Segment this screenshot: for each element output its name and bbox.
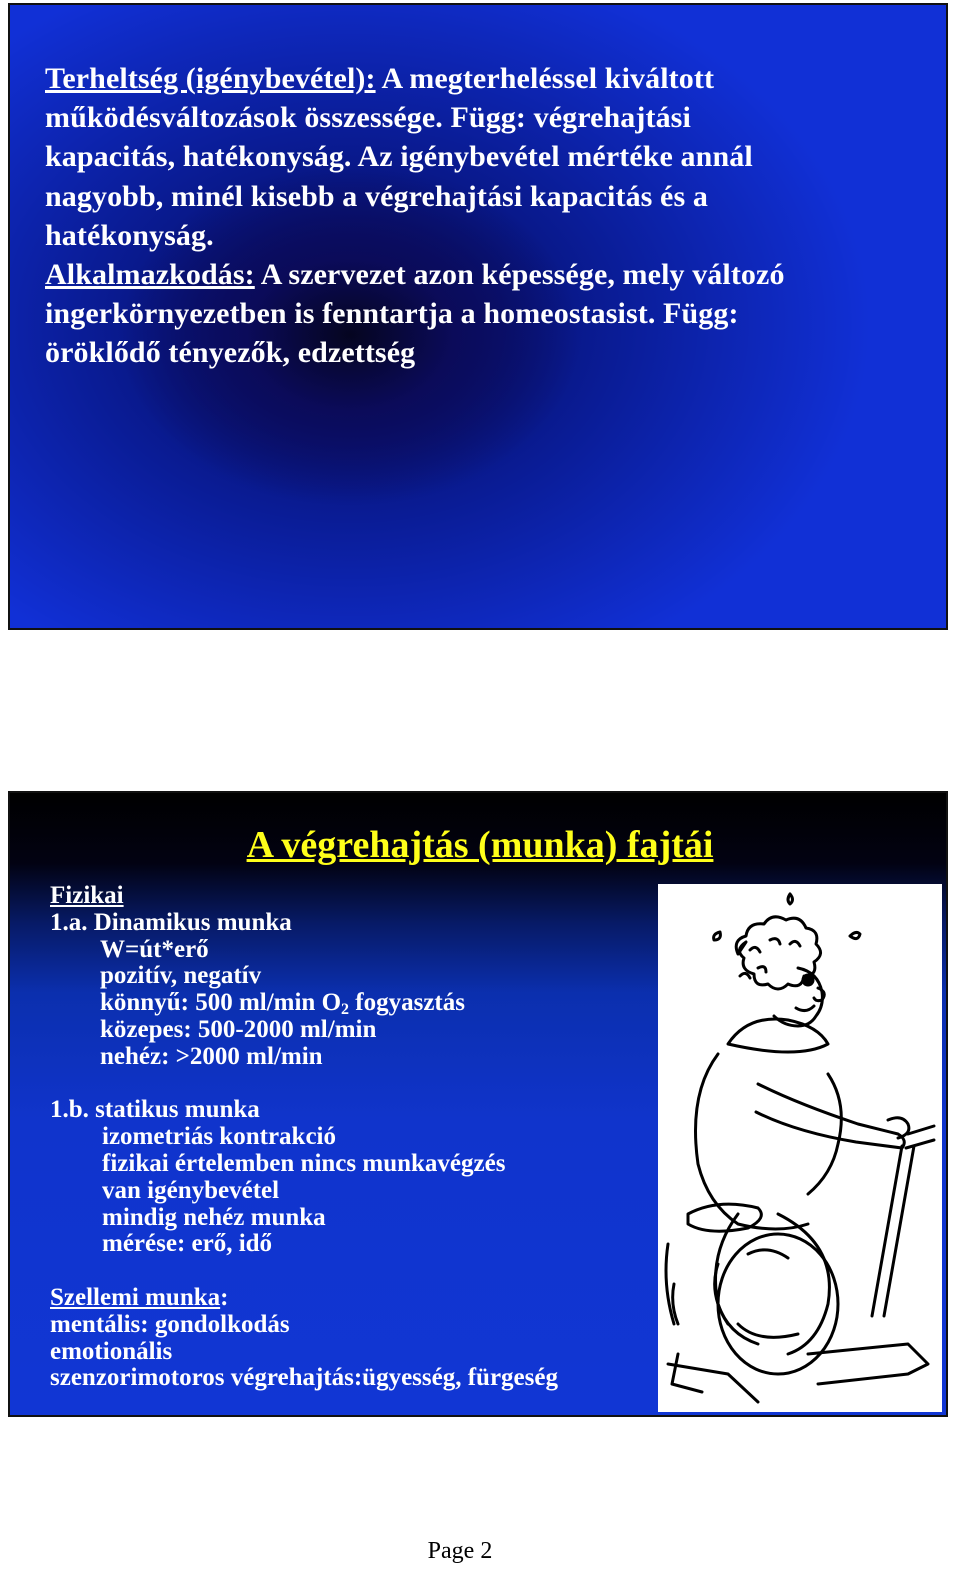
sweat-drop	[788, 894, 793, 904]
page-number: Page 2	[427, 1538, 493, 1564]
sweat-drop	[850, 932, 860, 938]
mouth	[796, 1006, 814, 1011]
static-item: van igénybevétel	[102, 1176, 280, 1204]
static-item: fizikai értelemben nincs munkavégzés	[102, 1149, 506, 1177]
work-types-list	[50, 883, 650, 1392]
sweat-drop	[714, 932, 721, 940]
mental-item: szenzorimotoros végrehajtás:ügyesség, fürgeség	[50, 1364, 558, 1392]
text-line: öröklődő tényezők, edzettség	[45, 336, 416, 370]
spacer	[50, 1258, 650, 1285]
mental-heading: Szellemi munka:	[50, 1283, 229, 1311]
slide-work-types	[8, 791, 948, 1417]
seat	[688, 1204, 761, 1231]
light-work: könnyű: 500 ml/min $O_2$ fogyasztás	[100, 989, 465, 1019]
torso	[696, 1054, 809, 1229]
motion-lines	[666, 1244, 678, 1324]
cyclist-drawing	[658, 884, 942, 1412]
static-item: mérése: erő, idő	[102, 1230, 273, 1258]
static-item: mindig nehéz munka	[102, 1203, 326, 1231]
exercise-bike-illustration	[658, 884, 942, 1412]
slide-definitions	[8, 3, 948, 630]
physical-heading: Fizikai	[50, 882, 124, 909]
text-line: hatékonyság.	[45, 218, 214, 252]
arm	[756, 1084, 904, 1148]
text-line: kapacitás, hatékonyság. Az igénybevétel mértéke annál	[45, 140, 753, 174]
heavy-work: nehéz: >2000 ml/min	[100, 1042, 323, 1070]
definitions-text	[45, 59, 925, 373]
definition-adaptation: Alkalmazkodás: A szervezet azon képessége, mely változó	[45, 258, 785, 292]
dynamic-heading: 1.a. Dinamikus munka	[50, 908, 292, 936]
text-line: működésváltozások összessége. Függ: végrehajtási	[45, 101, 691, 135]
face	[774, 968, 822, 1026]
term-load: Terheltség (igénybevétel):	[45, 62, 376, 95]
eye	[803, 975, 813, 985]
bike-base	[668, 1344, 928, 1402]
slide-title: A végrehajtás (munka) fajtái	[246, 824, 714, 866]
mental-item: emotionális	[50, 1337, 173, 1365]
spacer	[50, 1071, 650, 1098]
hood	[728, 1019, 828, 1052]
medium-work: közepes: 500-2000 ml/min	[100, 1015, 377, 1043]
static-heading: 1.b. statikus munka	[50, 1096, 260, 1124]
text-line: ingerkörnyezetben is fenntartja a homeostasist. Függ:	[45, 297, 739, 331]
mental-item: mentális: gondolkodás	[50, 1310, 290, 1338]
formula: W=út*erő	[100, 935, 209, 963]
text-line: nagyobb, minél kisebb a végrehajtási kapacitás és a	[45, 179, 708, 213]
bike-post	[872, 1146, 914, 1316]
dynamic-types: pozitív, negatív	[100, 962, 262, 990]
term-adaptation: Alkalmazkodás:	[45, 258, 255, 292]
definition-load: Terheltség (igénybevétel): A megterheléssel kiváltott	[45, 62, 715, 95]
static-item: izometriás kontrakció	[102, 1123, 336, 1151]
